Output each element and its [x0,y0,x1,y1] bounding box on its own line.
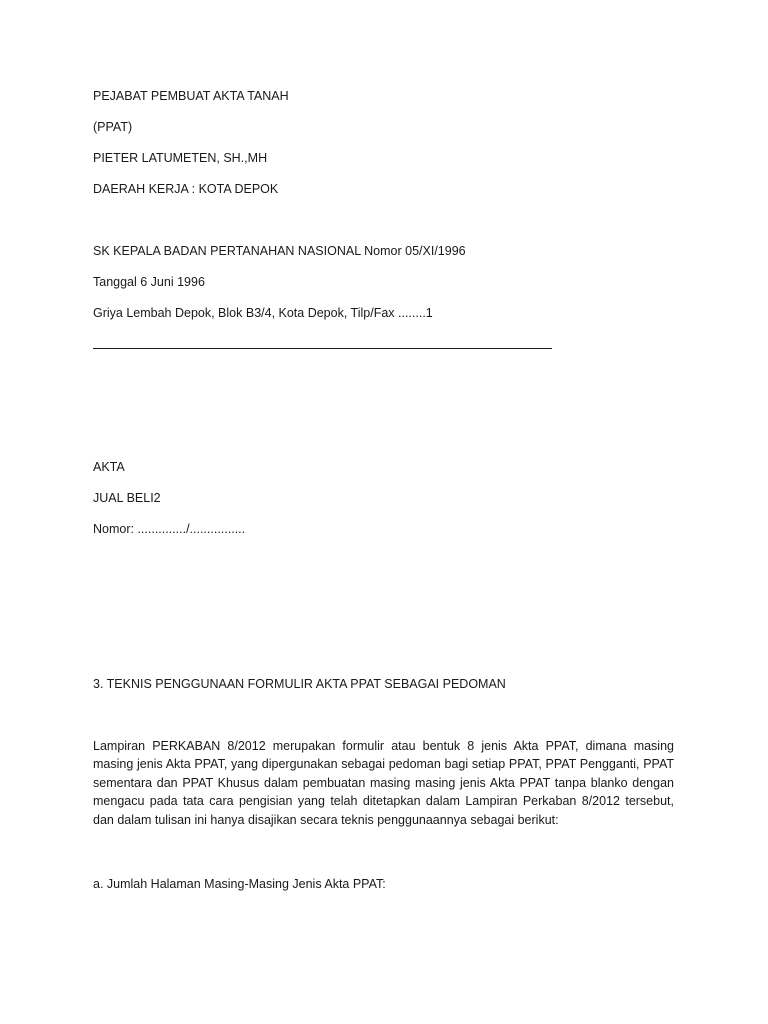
office-address: Griya Lembah Depok, Blok B3/4, Kota Depok, Tilp/Fax ........1 [93,306,433,320]
header-divider [93,348,552,349]
office-title: PEJABAT PEMBUAT AKTA TANAH [93,89,289,103]
decree-date: Tanggal 6 Juni 1996 [93,275,205,289]
section-paragraph: Lampiran PERKABAN 8/2012 merupakan formulir atau bentuk 8 jenis Akta PPAT, dimana masing masing jenis Akta PPAT, yang dipergunakan sebagai pedoman bagi setiap PPAT, PPAT Pengganti, PPAT sementara dan PPAT Khusus dalam pembuatan masing masing jenis Akta PPAT tanpa blanko dengan mengacu pada tata cara pengisian yang telah ditetapkan dalam Lampiran Perkaban 8/2012 tersebut, dan dalam tulisan ini hanya disajikan secara teknis penggunaannya sebagai berikut: [93,739,674,827]
section-subheading: a. Jumlah Halaman Masing-Masing Jenis Akta PPAT: [93,877,386,891]
deed-type: JUAL BELI2 [93,491,161,505]
deed-label: AKTA [93,460,125,474]
section-heading: 3. TEKNIS PENGGUNAAN FORMULIR AKTA PPAT SEBAGAI PEDOMAN [93,677,506,691]
deed-number: Nomor: ............../................ [93,522,246,536]
work-area: DAERAH KERJA : KOTA DEPOK [93,182,279,196]
office-abbreviation: (PPAT) [93,120,133,134]
decree-reference: SK KEPALA BADAN PERTANAHAN NASIONAL Nomor 05/XI/1996 [93,244,466,258]
notary-name: PIETER LATUMETEN, SH.,MH [93,151,268,165]
